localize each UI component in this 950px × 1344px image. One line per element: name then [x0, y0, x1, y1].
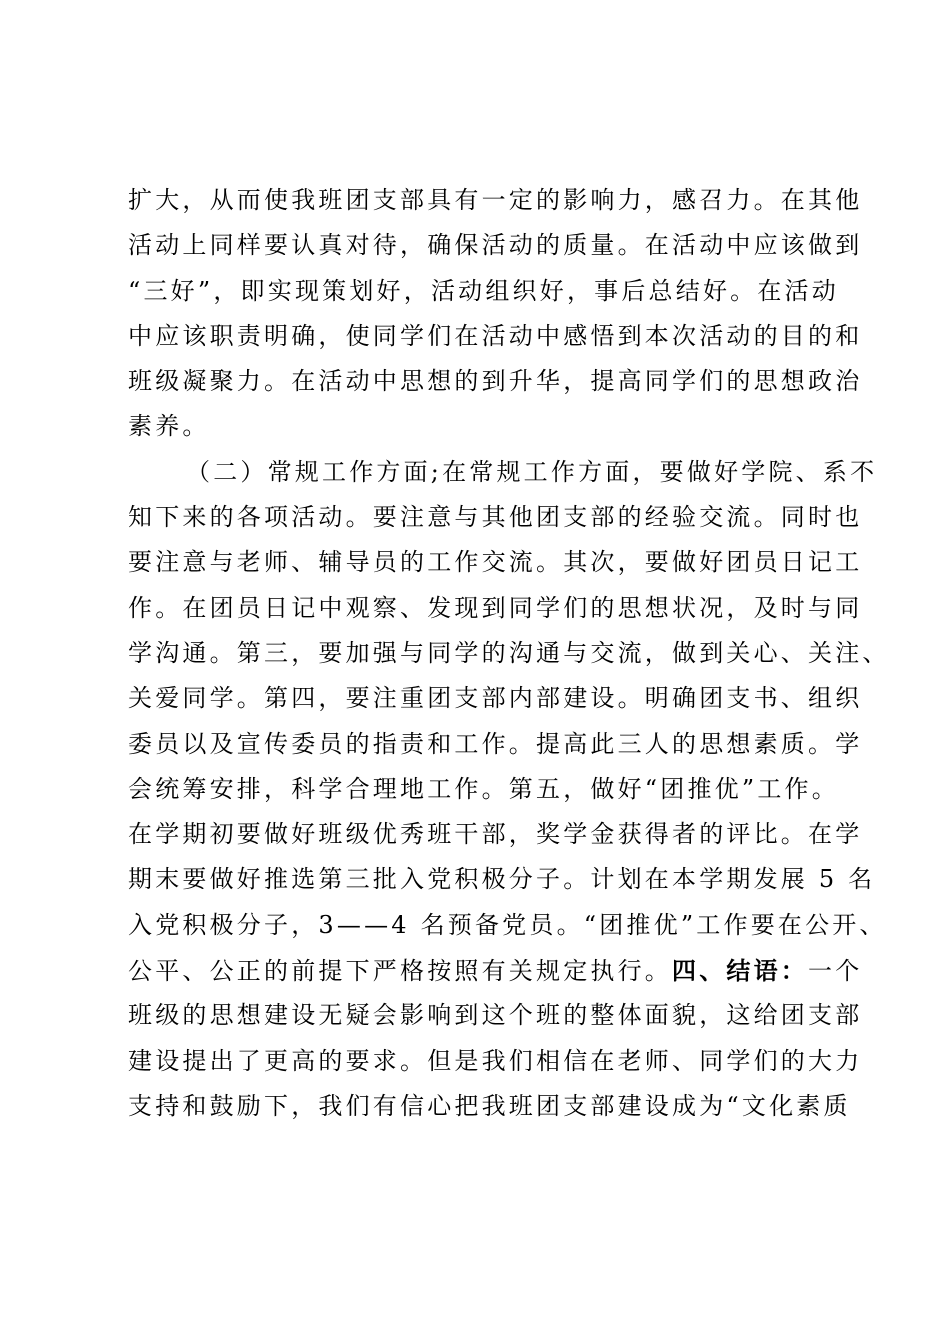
text-line-20: 建设提出了更高的要求。但是我们相信在老师、同学们的大力 [128, 1046, 863, 1075]
text-line-12: 关爱同学。第四，要注重团支部内部建设。明确团支书、组织 [128, 684, 863, 713]
text-line-10: 作。在团员日记中观察、发现到同学们的思想状况，及时与同 [128, 593, 863, 622]
text-line-5: 班级凝聚力。在活动中思想的到升华，提高同学们的思想政治 [128, 367, 863, 396]
text-line-1: 扩大，从而使我班团支部具有一定的影响力，感召力。在其他 [128, 186, 863, 214]
paragraph-routine-work-start: （二）常规工作方面;在常规工作方面，要做好学院、系不 [186, 457, 878, 486]
text-line-18-tail: 一个 [808, 957, 863, 986]
text-line-21: 支持和鼓励下，我们有信心把我班团支部建设成为“文化素质 [128, 1091, 851, 1120]
text-line-6: 素养。 [128, 412, 210, 441]
text-line-11: 学沟通。第三，要加强与同学的沟通与交流，做到关心、关注、 [128, 638, 890, 667]
text-line-14: 会统筹安排，科学合理地工作。第五，做好“团推优”工作。 [128, 774, 839, 803]
text-line-18-body: 公平、公正的前提下严格按照有关规定执行。 [128, 957, 672, 986]
text-line-8: 知下来的各项活动。要注意与其他团支部的经验交流。同时也 [128, 503, 863, 532]
text-line-17: 入党积极分子，3——4 名预备党员。“团推优”工作要在公开、 [128, 910, 887, 939]
text-line-16: 期末要做好推选第三批入党积极分子。计划在本学期发展 5 名 [128, 865, 876, 894]
text-line-15: 在学期初要做好班级优秀班干部，奖学金获得者的评比。在学 [128, 820, 863, 849]
conclusion-heading: 四、结语： [672, 956, 808, 986]
document-body [128, 178, 888, 1129]
text-line-9: 要注意与老师、辅导员的工作交流。其次，要做好团员日记工 [128, 548, 863, 577]
text-line-3: “三好”，即实现策划好，活动组织好，事后总结好。在活动 [128, 276, 839, 305]
text-line-2: 活动上同样要认真对待，确保活动的质量。在活动中应该做到 [128, 231, 863, 260]
text-line-4: 中应该职责明确，使同学们在活动中感悟到本次活动的目的和 [128, 321, 863, 350]
text-line-13: 委员以及宣传委员的指责和工作。提高此三人的思想素质。学 [128, 729, 863, 758]
text-line-19: 班级的思想建设无疑会影响到这个班的整体面貌，这给团支部 [128, 1001, 863, 1030]
text-line-18 [128, 948, 888, 993]
